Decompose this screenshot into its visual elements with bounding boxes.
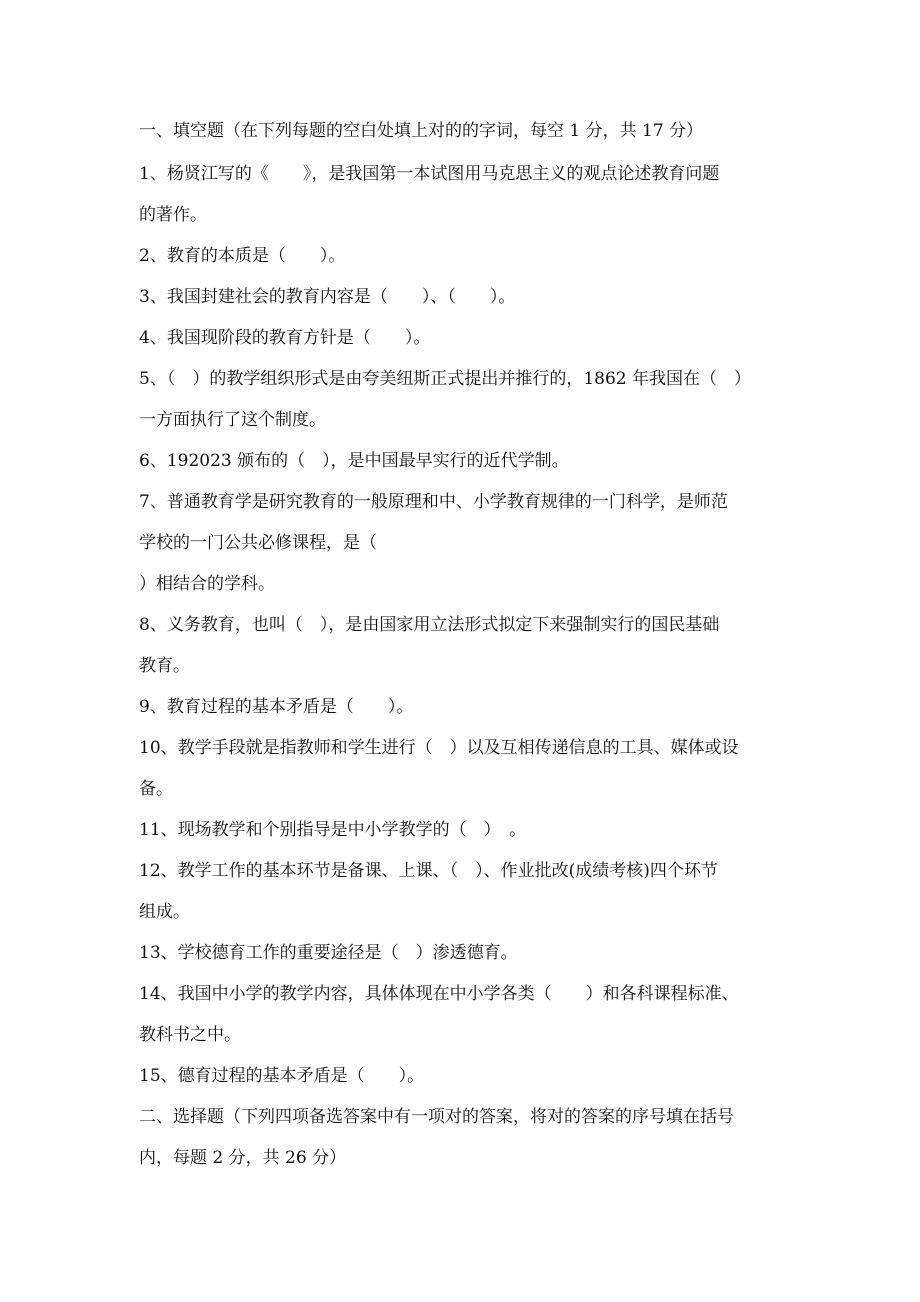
question-14-line-2: 教科书之中。 xyxy=(139,1025,241,1045)
question-10-line-1: 10、教学手段就是指教师和学生进行（ ）以及互相传递信息的工具、媒体或设 xyxy=(139,738,739,758)
question-6: 6、192023 颁布的（ ），是中国最早实行的近代学制。 xyxy=(139,451,569,471)
question-2: 2、教育的本质是（ ）。 xyxy=(139,246,346,266)
question-9: 9、教育过程的基本矛盾是（ ）。 xyxy=(139,697,414,717)
question-14-line-1: 14、我国中小学的教学内容，具体体现在中小学各类（ ）和各科课程标准、 xyxy=(139,984,739,1004)
section-heading-multiple-choice-line-2: 内，每题 2 分，共 26 分） xyxy=(139,1148,347,1168)
section-heading-fill-in-blank: 一、填空题（在下列每题的空白处填上对的的字词，每空 1 分，共 17 分） xyxy=(139,121,704,141)
section-heading-multiple-choice-line-1: 二、选择题（下列四项备选答案中有一项对的答案，将对的答案的序号填在括号 xyxy=(139,1107,734,1127)
question-1-line-2: 的著作。 xyxy=(139,205,207,225)
question-3: 3、我国封建社会的教育内容是（ ）、（ ）。 xyxy=(139,287,516,307)
question-10-line-2: 备。 xyxy=(139,779,173,799)
question-12-line-2: 组成。 xyxy=(139,902,190,922)
question-4: 4、我国现阶段的教育方针是（ ）。 xyxy=(139,328,431,348)
question-7-line-1: 7、普通教育学是研究教育的一般原理和中、小学教育规律的一门科学，是师范 xyxy=(139,492,728,512)
question-7-line-3: ）相结合的学科。 xyxy=(139,574,275,594)
question-8-line-2: 教育。 xyxy=(139,656,190,676)
question-8-line-1: 8、义务教育，也叫（ ），是由国家用立法形式拟定下来强制实行的国民基础 xyxy=(139,615,720,635)
question-13: 13、学校德育工作的重要途径是（ ）渗透德育。 xyxy=(139,943,518,963)
question-12-line-1: 12、教学工作的基本环节是备课、上课、（ ）、作业批改(成绩考核)四个环节 xyxy=(139,861,718,881)
question-15: 15、德育过程的基本矛盾是（ ）。 xyxy=(139,1066,425,1086)
question-5-line-1: 5、（ ）的教学组织形式是由夸美纽斯正式提出并推行的，1862 年我国在（ ） xyxy=(139,369,751,389)
question-11: 11、现场教学和个别指导是中小学教学的（ ） 。 xyxy=(139,820,527,840)
question-5-line-2: 一方面执行了这个制度。 xyxy=(139,410,326,430)
question-7-line-2: 学校的一门公共必修课程，是（ xyxy=(139,533,377,553)
question-1-line-1: 1、杨贤江写的《 》，是我国第一本试图用马克思主义的观点论述教育问题 xyxy=(139,164,720,184)
